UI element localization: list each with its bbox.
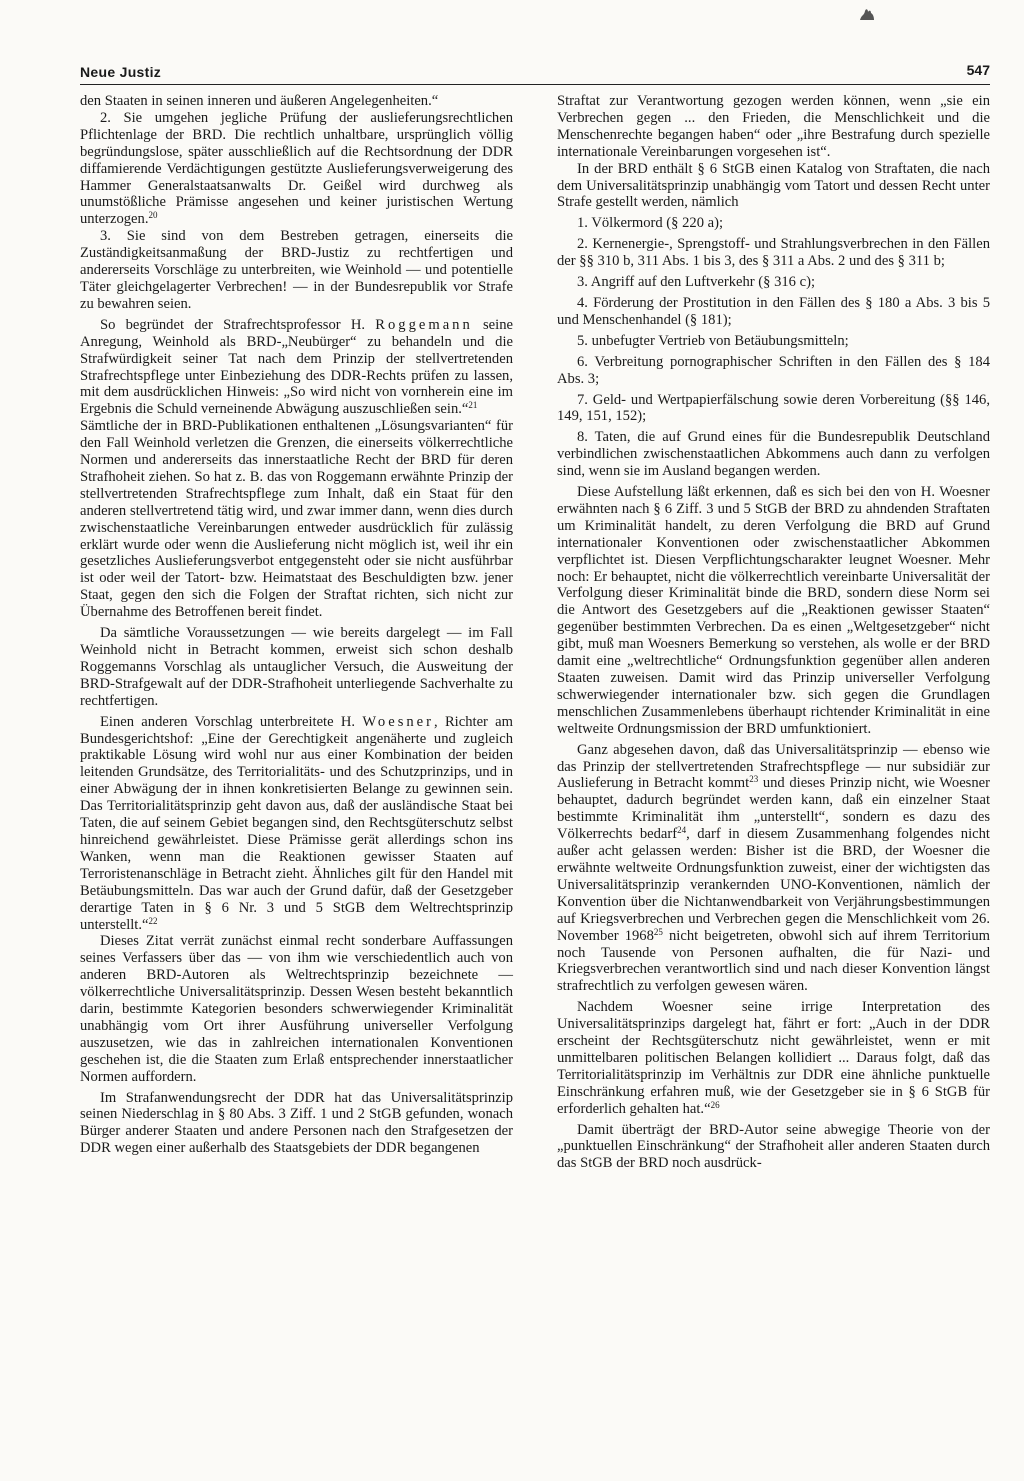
text-segment: 8. Taten, die auf Grund eines für die Bundesrepublik Deutschland verbindlichen zwischenstaatlichen Abkommens auch dann zu verfolgen sind, wenn sie im Ausland begangen werden.	[557, 429, 990, 480]
paragraph-l2	[80, 110, 513, 228]
text-segment: 2. Kernenergie-, Sprengstoff- und Strahlungsverbrechen in den Fällen der §§ 310 b, 311 Abs. 1 bis 3, des § 311 a Abs. 2 und des § 311 b;	[557, 236, 990, 270]
footnote-ref: 23	[749, 774, 759, 785]
text-segment: 1. Völkermord (§ 220 a);	[577, 215, 724, 232]
text-segment: 3. Sie sind von dem Bestreben getragen, einerseits die Zuständigkeitsanmaßung der BRD-Justiz zu rechtfertigen und andererseits Vorschläge zu unterbreiten, wie Weinhold — und potentielle Täter gleichgelagerter Verbrechen! — in der Bundesrepublik vor Strafe zu bewahren seien.	[80, 228, 513, 312]
text-segment: Dieses Zitat verrät zunächst einmal recht sonderbare Auffassungen seines Verfassers über das — von ihm wie verschiedentlich auch von anderen BRD-Autoren als Weltrechtsprinzip bezeichnete — völkerrechtliche Universalitätsprinzip. Dessen Wesen besteht bekanntlich darin, bestimmte Kategorien besonders schwerwiegender Kriminalität unabhängig vom Ort ihrer Ausführung universeller Verfolgung auszusetzen, wie das in zahlreichen internationalen Konventionen geschehen ist, die die Staaten zum Erlaß entsprechender innerstaatlicher Normen auffordern.	[80, 933, 513, 1085]
text-segment: 3. Angriff auf den Luftverkehr (§ 316 c);	[577, 274, 816, 291]
right-column	[557, 93, 990, 1172]
text-segment: nicht beigetreten, obwohl sich auf ihrem Territorium noch Tausende von Personen aufhalten, die für Nazi- und Kriegsverbrechen verantwortlich sind und nach dieser Konvention längst strafrechtlich zu verfolgen gewesen wären.	[557, 927, 991, 995]
paragraph-r9	[557, 392, 990, 426]
text-segment: Ganz abgesehen davon, daß das Universalitätsprinzip — ebenso wie das Prinzip der stellvertretenden Strafrechtspflege — nur subsidiär zur Auslieferung in Betracht kommt	[557, 741, 990, 792]
page-number: 547	[966, 62, 990, 78]
text-segment: Nachdem Woesner seine irrige Interpretation des Universalitätsprinzips dargelegt hat, fährt er fort: „Auch in der DDR erscheint der Rechtsgüterschutz nicht gewährleistet, wenn er mit unmittelbaren politischen Belangen kollidiert ... Daraus folgt, daß das Territorialitätsprinzip im Verhältnis zur DDR eine ähnliche punktuelle Einschränkung erfahren muß, wie der Gesetzgeber sie in § 6 StGB für erforderlich gehalten hat.“	[557, 999, 990, 1117]
text-segment: Da sämtliche Voraussetzungen — wie bereits dargelegt — im Fall Weinhold nicht in Betracht kommen, erweist sich schon deshalb Roggemanns Vorschlag als untauglicher Versuch, die Ausweitung der BRD-Strafgewalt auf der DDR-Strafhoheit unterliegende Sachverhalte zu rechtfertigen.	[80, 625, 513, 709]
paragraph-l3	[80, 228, 513, 313]
paragraph-l7	[80, 714, 513, 934]
footnote-ref: 25	[653, 926, 663, 937]
paragraph-l5	[80, 418, 513, 621]
paragraph-r3	[557, 215, 990, 232]
paragraph-l6	[80, 625, 513, 710]
paragraph-l1	[80, 93, 513, 110]
text-segment: Einen anderen Vorschlag unterbreitete H.	[100, 713, 363, 730]
spaced-name: Woesner	[362, 713, 435, 730]
text-segment: , darf in diesem Zusammenhang folgendes nicht außer acht gelassen werden: Bisher ist die BRD, der Woesner die erwähnte weltweite Ordnungsfunktion zuweist, einer der wichtigsten das Universalitätsprinzip verankernden UNO-Konventionen, nämlich der Konvention über die Nichtanwendbarkeit von Verjährungsbestimmungen auf Kriegsverbrechen und Verbrechen gegen die Menschlichkeit vom 26. November 1968	[557, 826, 990, 944]
paragraph-r13	[557, 999, 990, 1117]
text-segment: 4. Förderung der Prostitution in den Fällen des § 180 a Abs. 3 bis 5 und Menschenhandel (§ 181);	[557, 294, 990, 328]
text-segment: 2. Sie umgehen jegliche Prüfung der auslieferungsrechtlichen Pflichtenlage der BRD. Die rechtlich unhaltbare, ursprünglich völlig begründungslose, später ausschließlich auf die Rechtsordnung der DDR diffamierende Verdächtigungen gestützte Auslieferungsverweigerung des Hammer Generalstaatsanwalts Dr. Geißel wird durchweg als unumstößliche Prämisse angesehen und keiner juristischen Wertung unterzogen.	[80, 109, 513, 228]
footnote-ref: 24	[677, 825, 687, 836]
paragraph-r4	[557, 236, 990, 270]
text-segment: 6. Verbreitung pornographischer Schriften in den Fällen des § 184 Abs. 3;	[557, 353, 990, 387]
paragraph-r14	[557, 1122, 990, 1173]
text-segment: und dieses Prinzip nicht, wie Woesner behauptet, dadurch begründet werden kann, daß ein einzelner Staat bestimmte Kriminalität ihm „unterstellt“, sondern es dazu des Völkerrechts bedarf	[557, 775, 990, 843]
paragraph-r8	[557, 354, 990, 388]
footnote-ref: 22	[148, 915, 158, 926]
paragraph-l4	[80, 317, 513, 418]
paragraph-r10	[557, 429, 990, 480]
running-header	[80, 62, 990, 85]
paragraph-r12	[557, 742, 990, 996]
text-segment: 7. Geld- und Wertpapierfälschung sowie deren Vorbereitung (§§ 146, 149, 151, 152);	[557, 391, 990, 425]
journal-title: Neue Justiz	[80, 64, 162, 80]
paragraph-r2	[557, 161, 990, 212]
text-segment: seine Anregung, Weinhold als BRD-„Neubürger“ zu behandeln und die Strafwürdigkeit seiner Tat nach dem Prinzip der stellvertretenden Strafrechtspflege unter Einbeziehung des DDR-Rechts prüfen zu lassen, mit dem ausdrücklichen Hinweis: „So wird nicht von vornherein eine im Ergebnis die Schuld verneinende Abwägung auszuschließen sein.“	[80, 316, 513, 418]
text-segment: , Richter am Bundesgerichtshof: „Eine der Gerechtigkeit angenäherte und zugleich praktikable Lösung wird wohl nur aus einer Kombination der beiden leitenden Grundsätze, des Territorialitäts- und des Schutzprinzips, und in einer Abwägung der in ihnen konkretisierten Belange zu gewinnen sein. Das Territorialitätsprinzip geht davon aus, daß der ausländische Staat bei Taten, die auf seinem Gebiet begangen sind, den Rechtsgüterschutz selbst hinreichend gewährleistet. Diese Prämisse gerät allerdings schon ins Wanken, wenn man die Reaktionen gewisser Staaten auf Terroristenanschläge in Betracht zieht. Ähnliches gilt für den Handel mit Betäubungsmitteln. Das war auch der Grund dafür, daß der Gesetzgeber derartige Taten in § 6 Nr. 3 und 5 StGB dem Weltrechtsprinzip unterstellt.“	[80, 713, 513, 933]
text-segment: Diese Aufstellung läßt erkennen, daß es sich bei den von H. Woesner erwähnten nach § 6 Ziff. 3 und 5 StGB der BRD zu ahndenden Straftaten um Kriminalität handelt, zu deren Verfolgung die BRD auf Grund internationaler Konventionen oder zwischenstaatlicher Abkommen verpflichtet ist. Diesen Verpflichtungscharakter leugnet Woesner. Mehr noch: Er behauptet, nicht die völkerrechtlich vereinbarte Universalität der Verfolgung dieser Kriminalität binde die BRD, sondern diese Norm sei die Antwort des Gesetzgebers auf die „Reaktionen gewisser Staaten“ gegenüber bestimmten Verbrechen. Da es einen „Weltgesetzgeber“ nicht gibt, muß man Woesners Bemerkung so verstehen, als wolle er der BRD damit eine „weltrechtliche“ Ordnungsfunktion gegenüber allen anderen Staaten zuweisen. Damit wird das Prinzip universeller Verfolgung schwerwiegender internationaler bzw. sich gegen die Grundlagen menschlichen Zusammenlebens überhaupt richtender Kriminalität in eine weltweite Ordnungsmission der BRD umfunktioniert.	[557, 484, 990, 737]
paragraph-l9	[80, 1090, 513, 1158]
text-segment: Im Strafanwendungsrecht der DDR hat das Universalitätsprinzip seinen Niederschlag in § 80 Abs. 3 Ziff. 1 und 2 StGB gefunden, wonach Bürger anderer Staaten und andere Personen nach den Strafgesetzen der DDR wegen einer außerhalb des Staatsgebiets der DDR begangenen	[80, 1089, 513, 1157]
spaced-name: Roggemann	[375, 316, 473, 333]
text-segment: Damit überträgt der BRD-Autor seine abwegige Theorie von der „punktuellen Einschränkung“ der Strafhoheit aller anderen Staaten durch das StGB der BRD noch ausdrück-	[557, 1121, 990, 1172]
footnote-ref: 21	[468, 400, 478, 411]
paragraph-r1	[557, 93, 990, 161]
text-segment: So begründet der Strafrechtsprofessor H.	[100, 316, 376, 333]
paragraph-r11	[557, 484, 990, 738]
text-segment: 5. unbefugter Vertrieb von Betäubungsmitteln;	[577, 332, 849, 349]
paragraph-r6	[557, 295, 990, 329]
left-column	[80, 93, 513, 1157]
text-segment: Straftat zur Verantwortung gezogen werden können, wenn „sie ein Verbrechen gegen ... den Frieden, die Menschlichkeit und die Menschenrechte begangen haben“ oder „ihre Bestrafung durch spezielle internationale Vereinbarungen vorgesehen ist“.	[557, 93, 990, 160]
text-segment: den Staaten in seinen inneren und äußeren Angelegenheiten.“	[80, 93, 439, 109]
footnote-ref: 20	[148, 210, 158, 221]
text-segment: Sämtliche der in BRD-Publikationen enthaltenen „Lösungsvarianten“ für den Fall Weinhold verletzen die Grenzen, die einerseits völkerrechtliche Normen und andererseits das innerstaatliche Recht der BRD für deren Strafhoheit ziehen. So hat z. B. das von Roggemann erwähnte Prinzip der stellvertretenden Strafrechtspflege zum Inhalt, daß ein Staat für den anderen stellvertretend tätig wird, und zwar immer dann, wenn dies durch zwischenstaatliche Vereinbarungen entweder ausdrücklich für zulässig erklärt wurde oder wenn die Auslieferung nicht möglich ist, weil ihr ein gesetzliches Auslieferungsverbot entgegensteht oder sie nicht ausführbar ist oder weil der Tatort- bzw. Heimatstaat des Beschuldigten bzw. jener Staat, gegen den sich die Folgen der Straftat richten, sich nicht zur Übernahme des Betroffenen bereit findet.	[80, 418, 513, 621]
footnote-ref: 26	[710, 1099, 720, 1110]
ink-blot-mark	[858, 6, 876, 22]
paragraph-l8	[80, 933, 513, 1085]
paragraph-r5	[557, 274, 990, 291]
text-segment: In der BRD enthält § 6 StGB einen Katalog von Straftaten, die nach dem Universalitätsprinzip unabhängig vom Tatort und dessen Recht unter Strafe gestellt werden, nämlich	[557, 160, 990, 211]
paragraph-r7	[557, 333, 990, 350]
